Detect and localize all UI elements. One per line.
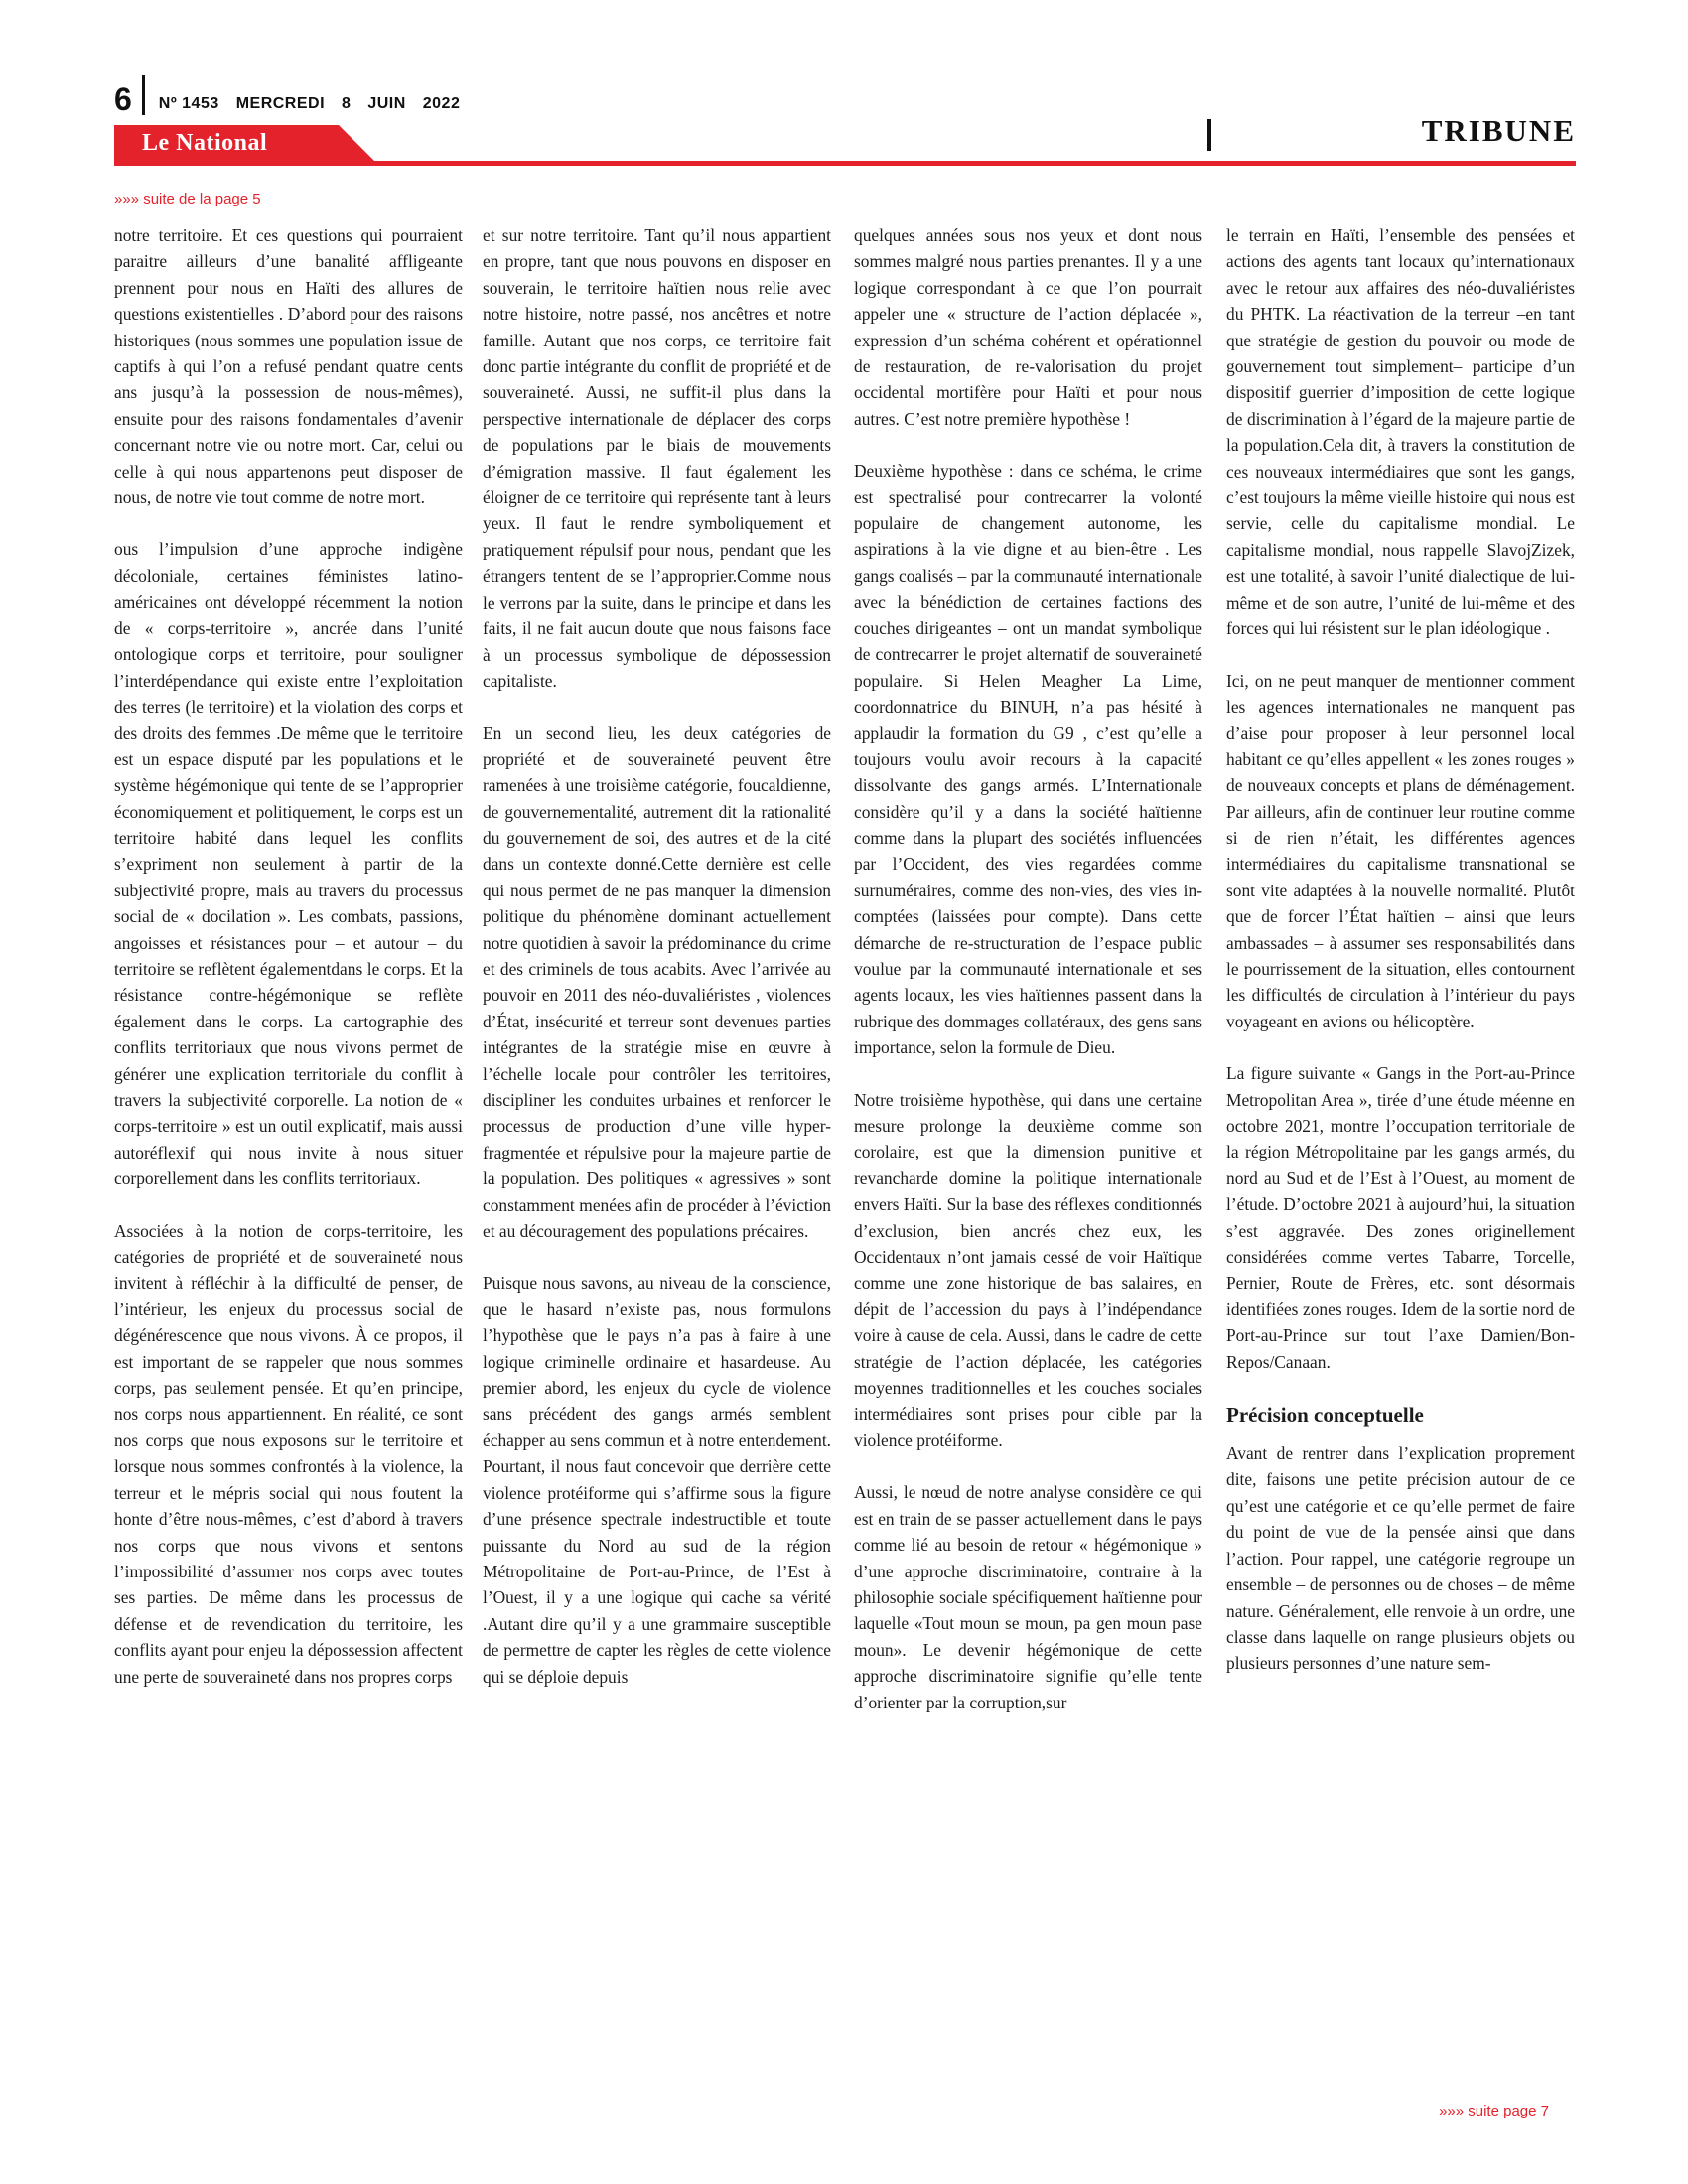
paragraph: Avant de rentrer dans l’explication proprement dite, faisons une petite précision autour de ce qu’est une catégorie et ce qu’elle permet de faire du point de vue de la pensée ainsi que dans l’action. Pour rappel, une catégorie regroupe un ensemble – de personnes ou de choses – de même nature. Généralement, elle renvoie à un ordre, une classe dans laquelle on range plusieurs objets ou plusieurs personnes d’une nature sem- (1226, 1443, 1575, 1674)
article-column-3 (854, 222, 1202, 2097)
masthead (114, 71, 472, 115)
paragraph: ous l’impulsion d’une approche indigène décoloniale, certaines féministes latino-américaines ont développé récemment la notion de « corps-territoire », ancrée dans l’unité ontologique corps et territoire, pour souligner l’interdépendance qui existe entre l’exploitation des terres (le territoire) et la violation des corps et des droits des femmes .De même que le territoire est un espace disputé par les populations et le système hégémonique qui tente de se l’approprier économiquement et politiquement, le corps est un territoire habité dans lequel les conflits s’expriment non seulement à partir de la subjectivité propre, mais au travers du processus social de « docilation ». Les combats, passions, angoisses et résistances pour – et autour – du territoire se reflètent égalementdans le corps. Et la résistance contre-hégémonique se reflète également dans le corps. La cartographie des conflits territoriaux que nous vivons permet de générer une explication territoriale du conflit à travers la subjectivité corporelle. La notion de « corps-territoire » est un outil explicatif, mais aussi autoréflexif qui nous invite à nous situer corporellement dans les conflits territoriaux. (114, 539, 463, 1189)
issue-month: JUIN (367, 95, 406, 112)
subheading: Précision conceptuelle (1226, 1403, 1424, 1428)
issue-info (159, 95, 473, 115)
continued-from-link[interactable]: »»» suite de la page 5 (114, 191, 261, 207)
paragraph: En un second lieu, les deux catégories de propriété et de souveraineté peuvent être ramenées à une troisième catégorie, foucaldienne, de gouvernementalité, autrement dit la rationalité du gouvernement de soi, des autres et de la cité dans un contexte donné.Cette dernière est celle qui nous permet de ne pas manquer la dimension politique du phénomène dominant actuellement notre quotidien à savoir la prédominance du crime et des criminels de tous acabits. Avec l’arrivée au pouvoir en 2011 des néo-duvaliéristes , violences d’État, insécurité et terreur sont devenues parties intégrantes de la stratégie mise en œuvre à l’échelle locale pour contrôler les territoires, discipliner les conduites urbaines et renforcer le processus de production d’une ville hyper-fragmentée et répulsive pour la majeure partie de la population. Des politiques « agressives » sont constamment menées afin de procéder à l’éviction et au découragement des populations précaires. (483, 723, 831, 1242)
issue-year: 2022 (422, 95, 461, 112)
paragraph: Deuxième hypothèse : dans ce schéma, le crime est spectralisé pour contrecarrer la volonté populaire de changement autonome, les aspirations à la vie digne et au bien-être . Les gangs coalisés – par la communauté internationale avec la bénédiction de certaines factions des couches dirigeantes – ont un mandat symbolique de contrecarrer le projet alternatif de souveraineté populaire. Si Helen Meagher La Lime, coordonnatrice du BINUH, n’a pas hésité à applaudir la formation du G9 , c’est qu’elle a toujours voulu avoir recours à la capacité dissolvante des gangs armés. L’Internationale considère qu’il y a dans la société haïtienne comme dans la plupart des sociétés influencées par l’Occident, des vies regardées comme surnuméraires, comme des non-vies, des vies in-comptées (laissées pour compte). Dans cette démarche de re-structuration de l’espace public voulue par la communauté internationale et ses agents locaux, les vies haïtiennes passent dans la rubrique des dommages collatéraux, des gens sans importance, selon la formule de Dieu. (854, 461, 1202, 1058)
paragraph: Associées à la notion de corps-territoire, les catégories de propriété et de souveraineté nous invitent à réfléchir à la difficulté de penser, de l’intérieur, les enjeux du processus social de dégénérescence que nous vivons. À ce propos, il est important de se rappeler que nous sommes corps, pas seulement pensée. Et qu’en principe, nos corps nous appartiennent. En réalité, ce sont nos corps que nous exposons sur le territoire et lorsque nous sommes confrontés à la violence, la terreur et le mépris social qui nous foutent la honte d’être nous-mêmes, c’est d’abord à travers nos corps que nous vivons et sentons l’impossibilité d’assumer nos corps avec toutes ses parties. De même dans les processus de défense et de revendication du territoire, les conflits ayant pour enjeu la dépossession affectent une perte de souveraineté dans nos propres corps (114, 1220, 463, 1687)
article-column-2 (483, 222, 831, 2097)
paragraph: Notre troisième hypothèse, qui dans une certaine mesure prolonge la deuxième comme son corolaire, est que la dimension punitive et revancharde domine la politique internationale envers Haïti. Sur la base des réflexes conditionnés d’exclusion, bien ancrés chez eux, les Occidentaux n’ont jamais cessé de voir Haïtique comme une zone historique de bas salaires, en dépit de l’accession du pays à l’indépendance voire à cause de cela. Aussi, dans le cadre de cette stratégie de l’action déplacée, les catégories moyennes traditionnelles et les couches sociales intermédiaires sont prises pour cible par la violence protéiforme. (854, 1089, 1202, 1450)
section-title: TRIBUNE (1421, 113, 1576, 148)
header-rule (114, 161, 1576, 166)
brand-band (114, 125, 1576, 165)
paragraph: Ici, on ne peut manquer de mentionner comment les agences internationales ne manquent pas d’aise pour proposer à leur personnel local habitant ce qu’elles appellent « les zones rouges » de nouveaux concepts et plans de déménagement. Par ailleurs, afin de continuer leur routine comme si de rien n’était, les différentes agences intermédiaires du capitalisme transnational se sont vite adaptées à la nouvelle normalité. Plutôt que de forcer l’État haïtien – ainsi que leurs ambassades – à assumer ses responsabilités dans le pourrissement de la situation, elles contournent les difficultés de circulation à l’intérieur du pays voyageant en avions ou hélicoptère. (1226, 670, 1575, 1031)
paragraph: Aussi, le nœud de notre analyse considère ce qui est en train de se passer actuellement dans le pays comme lié au besoin de retour « hégémonique » d’une approche discriminatoire, contraire à la philosophie sociale spécifiquement haïtienne pour laquelle «Tout moun se moun, pa gen moun pase moun». Le devenir hégémonique de cette approche discriminatoire signifie qu’elle tente d’orienter par la corruption,sur (854, 1482, 1202, 1712)
page-number: 6 (114, 81, 132, 117)
issue-number: Nº 1453 (158, 95, 219, 112)
continued-to-link[interactable]: »»» suite page 7 (1439, 2103, 1549, 2119)
paragraph: notre territoire. Et ces questions qui pourraient paraitre ailleurs d’une banalité affligeante prennent pour nous en Haïti des allures de questions existentielles . D’abord pour des raisons historiques (nous sommes une population issue de captifs à qui l’on a refusé pendant quatre cents ans jusqu’à la possession de nous-mêmes), ensuite pour des raisons fondamentales d’avenir concernant notre vie ou notre mort. Car, celui ou celle à qui nous appartenons peut disposer de nous, de notre vie tout comme de notre mort. (114, 225, 463, 508)
paragraph: le terrain en Haïti, l’ensemble des pensées et actions des agents tant locaux qu’internationaux avec le retour aux affaires des néo-duvaliéristes du PHTK. La réactivation de la terreur –en tant que stratégie de gestion du pouvoir ou mode de gouvernement tout simplement– participe d’un dispositif guerrier d’imposition de cette logique de discrimination à l’égard de la majeure partie de la population.Cela dit, à travers la constitution de ces nouveaux intermédiaires que sont les gangs, c’est toujours la même vieille histoire qui nous est servie, celle du capitalisme mondial. Le capitalisme mondial, nous rappelle SlavojZizek, est une totalité, à savoir l’unité dialectique de lui-même et de son autre, l’unité de lui-même et des forces qui lui résistent sur le plan idéologique . (1226, 225, 1575, 639)
paragraph: Puisque nous savons, au niveau de la conscience, que le hasard n’existe pas, nous formulons l’hypothèse que le pays n’a pas à faire à une logique criminelle ordinaire et hasardeuse. Au premier abord, les enjeux du cycle de violence sans précédent des gangs armés semblent échapper au sens commun et à notre entendement. Pourtant, il nous faut concevoir que derrière cette violence protéiforme qui s’affirme sous la figure d’une présence spectrale indestructible et toute puissante du Nord au sud de la région Métropolitaine de Port-au-Prince, de l’Est à l’Ouest, il y a une logique qui cache sa vérité .Autant dire qu’il y a une grammaire susceptible de permettre de capter les règles de cette violence qui se déploie depuis (483, 1273, 831, 1687)
article-column-1 (114, 222, 463, 2097)
issue-date: 8 (341, 95, 352, 112)
paragraph: quelques années sous nos yeux et dont nous sommes malgré nous parties prenantes. Il y a une logique correspondant à ce que l’on pourrait appeler une « structure de l’action déplacée », expression d’un schéma cohérent et opérationnel de restauration, de re-valorisation du projet occidental mortifère pour Haïti et pour nous autres. C’est notre première hypothèse ! (854, 225, 1202, 429)
issue-day: MERCREDI (235, 95, 326, 112)
paragraph: La figure suivante « Gangs in the Port-au-Prince Metropolitan Area », tirée d’une étude méenne en octobre 2021, montre l’occupation territoriale de la région Métropolitaine par les gangs armés, du nord au Sud et de l’Est à l’Ouest, au moment de l’étude. D’octobre 2021 à aujourd’hui, la situation s’est aggravée. Des zones originellement considérées comme vertes Tabarre, Torcelle, Pernier, Route de Frères, etc. sont désormais identifiées zones rouges. Idem de la sortie nord de Port-au-Prince sur tout l’axe Damien/Bon-Repos/Canaan. (1226, 1063, 1575, 1372)
paragraph: et sur notre territoire. Tant qu’il nous appartient en propre, tant que nous pouvons en disposer en souverain, le territoire haïtien nous relie avec notre histoire, notre passé, nos ancêtres et notre famille. Autant que nos corps, ce territoire fait donc partie intégrante du conflit de propriété et de souveraineté. Aussi, ne suffit-il plus dans la perspective internationale de déplacer des corps de populations par le biais de mouvements d’émigration massive. Il faut également les éloigner de ce territoire qui représente tant à leurs yeux. Il faut le rendre symboliquement et pratiquement répulsif pour nous, pendant que les étrangers tentent de se l’approprier.Comme nous le verrons par la suite, dans le principe et dans les faits, il ne fait aucun doute que nous faisons face à un processus symbolique de dépossession capitaliste. (483, 225, 831, 691)
article-column-4 (1226, 222, 1575, 2097)
newspaper-logo: Le National (142, 130, 268, 156)
page-number-divider (142, 75, 145, 115)
